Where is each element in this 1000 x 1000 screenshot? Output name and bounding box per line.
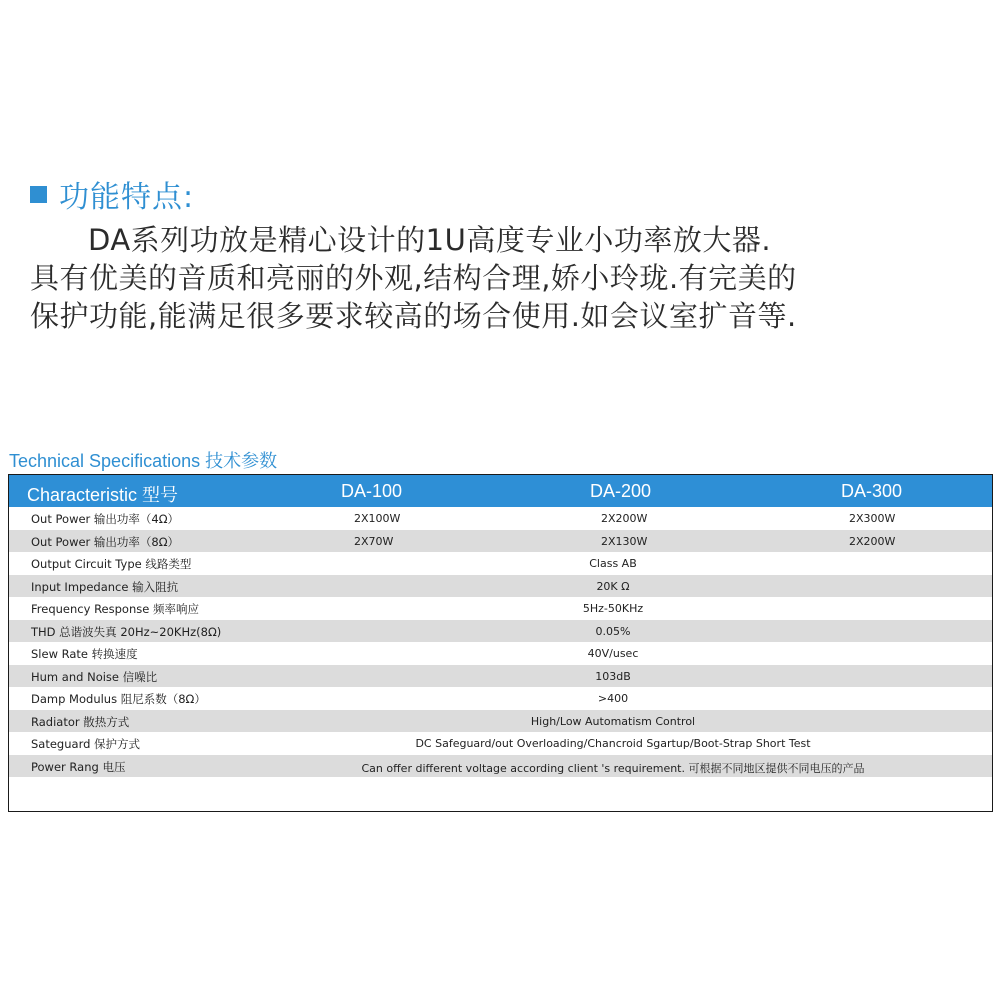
row-label: Frequency Response 频率响应 <box>31 602 199 616</box>
row-label: Sateguard 保护方式 <box>31 737 141 751</box>
row-value: 103dB <box>595 669 631 683</box>
header-characteristic: Characteristic 型号 <box>27 485 179 505</box>
row-value-da300: 2X200W <box>849 534 896 548</box>
table-row <box>9 507 992 530</box>
row-value-da100: 2X100W <box>354 512 401 525</box>
table-row <box>9 665 992 688</box>
row-value-da300: 2X300W <box>849 512 896 525</box>
row-label: Damp Modulus 阻尼系数（8Ω） <box>31 692 206 706</box>
row-value: Can offer different voltage according client 's requirement. 可根据不同地区提供不同电压的产品 <box>361 761 865 775</box>
table-row <box>9 642 992 665</box>
table-row <box>9 710 992 733</box>
row-value: High/Low Automatism Control <box>530 714 696 728</box>
features-description: DA系列功放是精心设计的1U高度专业小功率放大器.具有优美的音质和亮丽的外观,结构合理,娇小玲珑.有完美的保护功能,能满足很多要求较高的场合使用.如会议室扩音等. <box>30 223 797 333</box>
row-value-da200: 2X200W <box>601 512 648 525</box>
row-value: DC Safeguard/out Overloading/Chancroid Sgartup/Boot-Strap Short Test <box>415 737 811 750</box>
header-model-da100: DA-100 <box>341 481 403 501</box>
row-value-da100: 2X70W <box>354 534 394 548</box>
row-value: 40V/usec <box>587 647 639 660</box>
row-label: Out Power 输出功率（4Ω） <box>31 512 180 526</box>
header-model-da300: DA-300 <box>841 481 903 501</box>
row-label: Hum and Noise 信噪比 <box>31 669 158 684</box>
row-value: 5Hz-50KHz <box>582 602 644 615</box>
features-section <box>30 170 800 335</box>
specs-caption: Technical Specifications 技术参数 <box>9 451 278 471</box>
row-value: >400 <box>597 692 629 705</box>
row-label: Input Impedance 输入阻抗 <box>31 579 179 594</box>
row-label: Slew Rate 转换速度 <box>31 647 138 661</box>
row-value-da200: 2X130W <box>601 534 648 548</box>
features-title: 功能特点: <box>59 180 195 215</box>
table-row <box>9 687 992 710</box>
table-row <box>9 552 992 575</box>
specs-table-header <box>9 475 992 507</box>
row-label: Out Power 输出功率（8Ω） <box>31 534 180 549</box>
features-heading <box>30 170 800 218</box>
row-label: THD 总谐波失真 20Hz~20KHz(8Ω) <box>31 624 222 639</box>
table-row <box>9 755 992 778</box>
table-row <box>9 575 992 598</box>
table-row <box>9 530 992 553</box>
table-row <box>9 620 992 643</box>
table-row <box>9 597 992 620</box>
square-bullet-icon <box>30 186 47 203</box>
row-value: Class AB <box>589 557 637 570</box>
row-label: Power Rang 电压 <box>31 759 126 774</box>
header-model-da200: DA-200 <box>590 481 652 501</box>
row-label: Radiator 散热方式 <box>31 714 130 729</box>
row-value: 0.05% <box>595 624 631 638</box>
table-row <box>9 732 992 755</box>
row-label: Output Circuit Type 线路类型 <box>31 557 192 571</box>
row-value: 20K Ω <box>596 579 630 593</box>
specs-table-body <box>9 507 992 777</box>
specs-table <box>8 474 993 812</box>
